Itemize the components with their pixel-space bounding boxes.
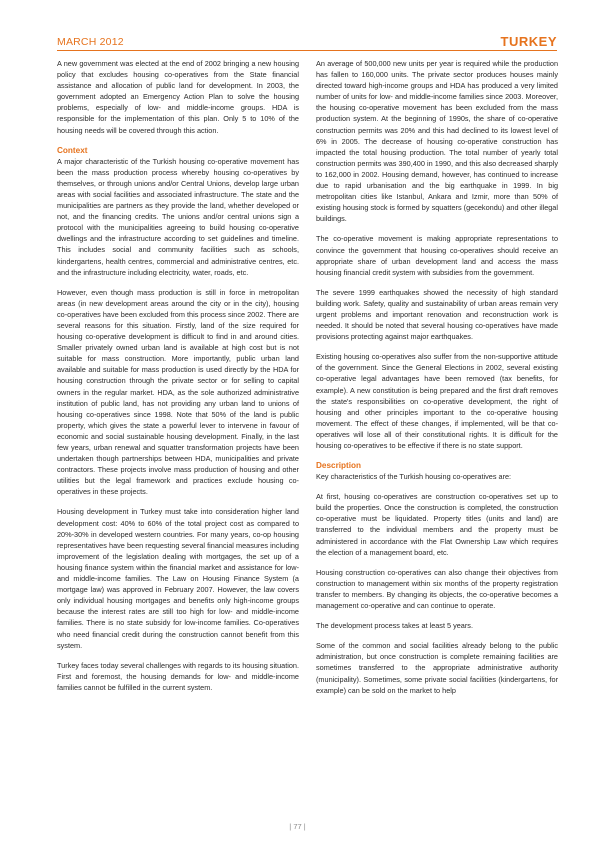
paragraph: Key characteristics of the Turkish housing co-operatives are: [316,472,512,482]
paragraph: The co-operative movement is making appropriate representations to convince the government that housing co-operatives should receive an appropriate share of urban development land and access the mass housing financial credit system with subsidies from the government. [316,234,558,277]
paragraph: Housing development in Turkey must take into consideration higher land development cost: 40% to 60% of the total project cost as compared to 20%-30% in developed western countries. For many years, co-op housing representatives have been requesting several financial measures including improvement of the legislation dealing with mortgages, the set up of a housing finance system within the financial market and assistance for low-and middle-income families. The Law on Housing Finance System (a mortgage law) was approved in February 2007. However, the law covers only individual housing mortgages and benefits only high-income groups because the interest rates are still too high for low- and middle-income families. There is no state subsidy for low-income families. Co-operatives who need financial credit during the construction cannot benefit from this system. [57,507,299,650]
paragraph: An average of 500,000 new units per year is required while the production has fallen to 160,000 units. The private sector produces houses mainly directed toward high-income groups and HDA has produced a very limited number of units for low- and middle-income families since 2003. Moreover, the housing co-operative movement has been excluded from the mass production system. At the beginning of 1990s, the share of co-operative construction permits was 20% and this had declined to its lowest level of 6% in 2005. The decrease of housing co-operative construction has impacted the total housing production. The total number of yearly total construction permits was 390,400 in 1990, and this also decreased sharply to 162,000 in 2002. Housing demand, however, has continued to increase due to rapid urbanisation and the big earthquake in 1999. In big metropolitan cities like Istanbul, Ankara and Izmir, more than 50% of existing housing stock is formed by squatters (gecekondu) and other illegal buildings. [316,59,558,224]
page-number: | 77 | [289,822,306,831]
paragraph: A major characteristic of the Turkish housing co-operative movement has been the mass production process whereby housing co-operatives by themselves, or through unions and/or Central Unions, develop large urban areas with social facilities and associated infrastructure. The state and the municipalities are partners as they provide the land, whether developed or not, and the financing credits. The unions and/or central unions sign a protocol with the municipalities agreeing to build housing co-operative dwellings and the infrastructure according to set guidelines and timeline. This includes social and community facilities such as schools, kindergartens, health centres, commercial and administrative centres, etc. and the infrastructure including electricity, water, roads, etc. [57,156,299,277]
issue-date: MARCH 2012 [57,36,124,48]
paragraph: Housing construction co-operatives can also change their objectives from construction to management within six months of the property registration transfer to members. By changing its objects, the co-operative becomes a management co-operative and can continue to operate. [316,567,558,611]
paragraph: The development process takes at least 5 years. [316,621,473,631]
paragraph: At first, housing co-operatives are construction co-operatives set up to build the properties. Once the construction is completed, the construction co-operative must be liquidated. Property titles (units and land) are transferred to the individual members and the property must be administered in accordance with the Flat Ownership Law which requires the election of a management board, etc. [316,492,558,557]
paragraph: Some of the common and social facilities already belong to the public administration, but once construction is complete remaining facilities are sometimes transferred to the appropriate administrative authority (municipality). Sometimes, some private social facilities (kindergartens, for example) can be sold on the market to help [316,641,558,695]
section-heading-context: Context [57,145,88,155]
paragraph: Existing housing co-operatives also suffer from the non-supportive attitude of the government. Since the General Elections in 2002, several existing co-operative legal advantages have been removed (tax benefits, for example). A new constitution is being prepared and the first draft removes the state's responsibilities on co-operative development, the right of housing and other principles important to the co-operative housing movement. The effect of these changes, if implemented, will be that co-operatives will lose all of their constitutional rights. It is difficult for the housing co-operatives to be effective if there is no state support. [316,352,558,450]
right-column [316,58,558,705]
running-header [57,36,557,50]
header-rule [57,50,557,51]
country-title: TURKEY [500,34,557,49]
paragraph: However, even though mass production is still in force in metropolitan areas (in new development areas around the city or in the city), housing co-operatives have been excluded from this process since 2002. There are several reasons for this situation. Firstly, land of the size required for housing co-operative development is difficult to find in and around cities. Smaller privately owned urban land is available at high cost but is not suitable for mass construction. More importantly, public urban land available and suitable for mass production is used directly by the HDA for housing construction through the private sector or for selling to capital owners in the regular market. HDA, as the sole authorized administrative institution of public land, has not providing any urban land to unions of housing co-operatives since 1998. Note that 50% of the land is public property, which gives the state a powerful lever to intervene in favour of economic and social sustainable housing development. Finally, in the last few years, urban renewal and squatter transformation projects have been undertaken though partnerships between HDA, municipalities and private contractors. These projects involve mass production of housing and other utilities but the legal framework and practices exclude housing co-operatives in these projects. [57,287,299,497]
section-heading-description: Description [316,461,362,471]
paragraph: A new government was elected at the end of 2002 bringing a new housing policy that excludes housing co-operatives from the State financial assistance and allocation of public land for development. In 2003, the government adopted an Emergency Action Plan to solve the housing problems, especially of low- and middle-income groups. HDA is responsible for the implementation of this plan. Only 5 to 10% of the housing needs will be covered through this action. [57,59,299,135]
paragraph: The severe 1999 earthquakes showed the necessity of high standard building work. Safety, quality and sustainability of urban areas remain very urgent problems and important renovation and reconstruction work is needed. It should be noted that several housing co-operatives have made provisions protecting against major earthquakes. [316,287,558,342]
paragraph: Turkey faces today several challenges with regards to its housing situation. First and foremost, the housing demands for low- and middle-income families cannot be fulfilled in the current system. [57,660,299,692]
left-column [57,58,299,702]
